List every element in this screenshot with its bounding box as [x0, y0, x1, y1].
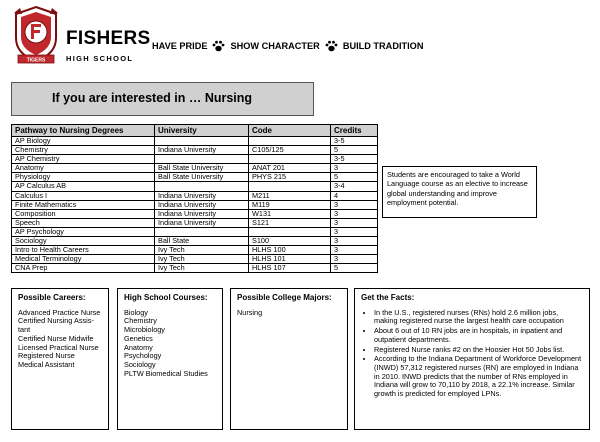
facts-panel — [354, 288, 590, 430]
majors-list — [237, 309, 341, 318]
career-item: Medical Assistant — [18, 359, 75, 369]
facts-list — [361, 309, 583, 399]
fact-item: • In the U.S., registered nurses (RNs) hold 2.6 million jobs, making registered nurse the largest health care occupation — [374, 309, 583, 326]
table-cell: 3 — [331, 200, 378, 209]
hs-courses-title: High School Courses: — [124, 293, 208, 302]
column-header: Credits — [331, 125, 378, 137]
careers-list — [18, 309, 102, 370]
paw-print-icon — [325, 40, 338, 52]
table-cell: 3 — [331, 227, 378, 236]
table-cell: 5 — [331, 173, 378, 182]
table-cell: 3 — [331, 237, 378, 246]
table-row — [12, 255, 378, 264]
table-cell: Indiana University — [155, 191, 249, 200]
table-cell: Anatomy — [12, 164, 155, 173]
table-cell: HLHS 100 — [249, 246, 331, 255]
course-item: Chemistry — [124, 316, 157, 326]
hs-courses-panel — [117, 288, 223, 430]
table-cell: S121 — [249, 218, 331, 227]
fact-item: • About 6 out of 10 RN jobs are in hospitals, in inpatient and outpatient departments. — [374, 327, 583, 344]
table-cell — [155, 137, 249, 146]
course-item: Psychology — [124, 351, 162, 361]
school-subtitle: HIGH SCHOOL — [66, 54, 134, 63]
fact-item: • According to the Indiana Department of Workforce Development (INWD) 57,312 registered nurses (RN) are employed in Indiana in 2010. INWD predicts that the number of RNs employed in Indiana will grow to 70,110 by 2018, a 22.1% increase. Similar growth is predicted for employed LPNs. — [374, 355, 583, 399]
table-cell: 4 — [331, 191, 378, 200]
table-cell: 3 — [331, 255, 378, 264]
table-row — [12, 164, 378, 173]
column-header: Code — [249, 125, 331, 137]
course-item: Genetics — [124, 333, 153, 343]
column-header: University — [155, 125, 249, 137]
table-cell: Ivy Tech — [155, 255, 249, 264]
facts-title: Get the Facts: — [361, 293, 415, 302]
table-row — [12, 237, 378, 246]
career-item: tant — [18, 325, 31, 335]
school-crest-logo — [10, 4, 62, 66]
tagline-item: BUILD TRADITION — [342, 41, 424, 51]
table-cell: Ivy Tech — [155, 264, 249, 273]
table-cell: 3-4 — [331, 182, 378, 191]
table-row — [12, 173, 378, 182]
tagline — [152, 40, 423, 52]
table-row — [12, 182, 378, 191]
table-cell: 3-5 — [331, 137, 378, 146]
table-cell: 3 — [331, 218, 378, 227]
career-item: Registered Nurse — [18, 351, 75, 361]
table-cell: Ball State University — [155, 173, 249, 182]
major-item: Nursing — [237, 307, 263, 317]
table-cell: ANAT 201 — [249, 164, 331, 173]
table-cell: M211 — [249, 191, 331, 200]
table-cell: AP Biology — [12, 137, 155, 146]
table-cell: Physiology — [12, 173, 155, 182]
table-cell: Medical Terminology — [12, 255, 155, 264]
table-cell: Ball State University — [155, 164, 249, 173]
table-cell: CNA Prep — [12, 264, 155, 273]
table-cell: Chemistry — [12, 146, 155, 155]
table-row — [12, 137, 378, 146]
table-cell: Speech — [12, 218, 155, 227]
table-cell — [249, 137, 331, 146]
pathway-table — [11, 124, 378, 273]
table-cell: Indiana University — [155, 209, 249, 218]
table-cell: Composition — [12, 209, 155, 218]
table-cell — [155, 155, 249, 164]
table-cell: Indiana University — [155, 146, 249, 155]
table-cell — [249, 227, 331, 236]
course-item: Sociology — [124, 359, 156, 369]
table-cell: 3 — [331, 209, 378, 218]
table-row — [12, 155, 378, 164]
table-cell — [249, 182, 331, 191]
table-cell: Finite Mathematics — [12, 200, 155, 209]
table-cell: Intro to Health Careers — [12, 246, 155, 255]
table-row — [12, 191, 378, 200]
table-body — [12, 137, 378, 273]
careers-panel — [11, 288, 109, 430]
career-item: Certified Nursing Assis- — [18, 316, 94, 326]
table-cell: C105/125 — [249, 146, 331, 155]
tagline-item: SHOW CHARACTER — [230, 41, 320, 51]
column-header: Pathway to Nursing Degrees — [12, 125, 155, 137]
table-cell: 3-5 — [331, 155, 378, 164]
table-cell — [155, 182, 249, 191]
table-cell: Ivy Tech — [155, 246, 249, 255]
table-cell: 5 — [331, 264, 378, 273]
majors-panel — [230, 288, 348, 430]
fact-item: • Registered Nurse ranks #2 on the Hoosier Hot 50 Jobs list. — [374, 346, 583, 355]
course-item: Microbiology — [124, 325, 165, 335]
page-title: If you are interested in … Nursing — [52, 91, 253, 105]
career-item: Advanced Practice Nurse — [18, 307, 101, 317]
table-cell: W131 — [249, 209, 331, 218]
table-cell: HLHS 107 — [249, 264, 331, 273]
tagline-item: HAVE PRIDE — [152, 41, 208, 51]
table-cell: AP Psychology — [12, 227, 155, 236]
page-title-box — [11, 82, 314, 116]
table-row — [12, 209, 378, 218]
table-row — [12, 246, 378, 255]
table-row — [12, 200, 378, 209]
course-item: Anatomy — [124, 342, 153, 352]
table-row — [12, 218, 378, 227]
majors-title: Possible College Majors: — [237, 293, 332, 302]
table-cell: 5 — [331, 146, 378, 155]
table-cell: Indiana University — [155, 200, 249, 209]
table-cell: AP Calculus AB — [12, 182, 155, 191]
table-cell — [155, 227, 249, 236]
school-name: FISHERS — [66, 28, 151, 49]
table-row — [12, 146, 378, 155]
table-cell: Indiana University — [155, 218, 249, 227]
paw-print-icon — [212, 40, 225, 52]
table-cell: HLHS 101 — [249, 255, 331, 264]
table-cell: Sociology — [12, 237, 155, 246]
table-cell: S100 — [249, 237, 331, 246]
career-item: Licensed Practical Nurse — [18, 342, 99, 352]
careers-title: Possible Careers: — [18, 293, 86, 302]
table-cell: Ball State — [155, 237, 249, 246]
table-cell: 3 — [331, 164, 378, 173]
table-cell: PHYS 215 — [249, 173, 331, 182]
course-item: Biology — [124, 307, 148, 317]
hs-courses-list — [124, 309, 216, 379]
crest-text: TIGERS — [26, 57, 46, 64]
table-row — [12, 227, 378, 236]
world-language-note: Students are encouraged to take a World Language course as an elective to increase global understanding and improve employment potential. — [382, 166, 537, 218]
career-item: Certified Nurse Midwife — [18, 333, 94, 343]
table-row — [12, 264, 378, 273]
table-cell: AP Chemistry — [12, 155, 155, 164]
table-cell — [249, 155, 331, 164]
table-cell: 3 — [331, 246, 378, 255]
table-header-row — [12, 125, 378, 137]
course-item: PLTW Biomedical Studies — [124, 368, 208, 378]
table-cell: M119 — [249, 200, 331, 209]
table-cell: Calculus I — [12, 191, 155, 200]
